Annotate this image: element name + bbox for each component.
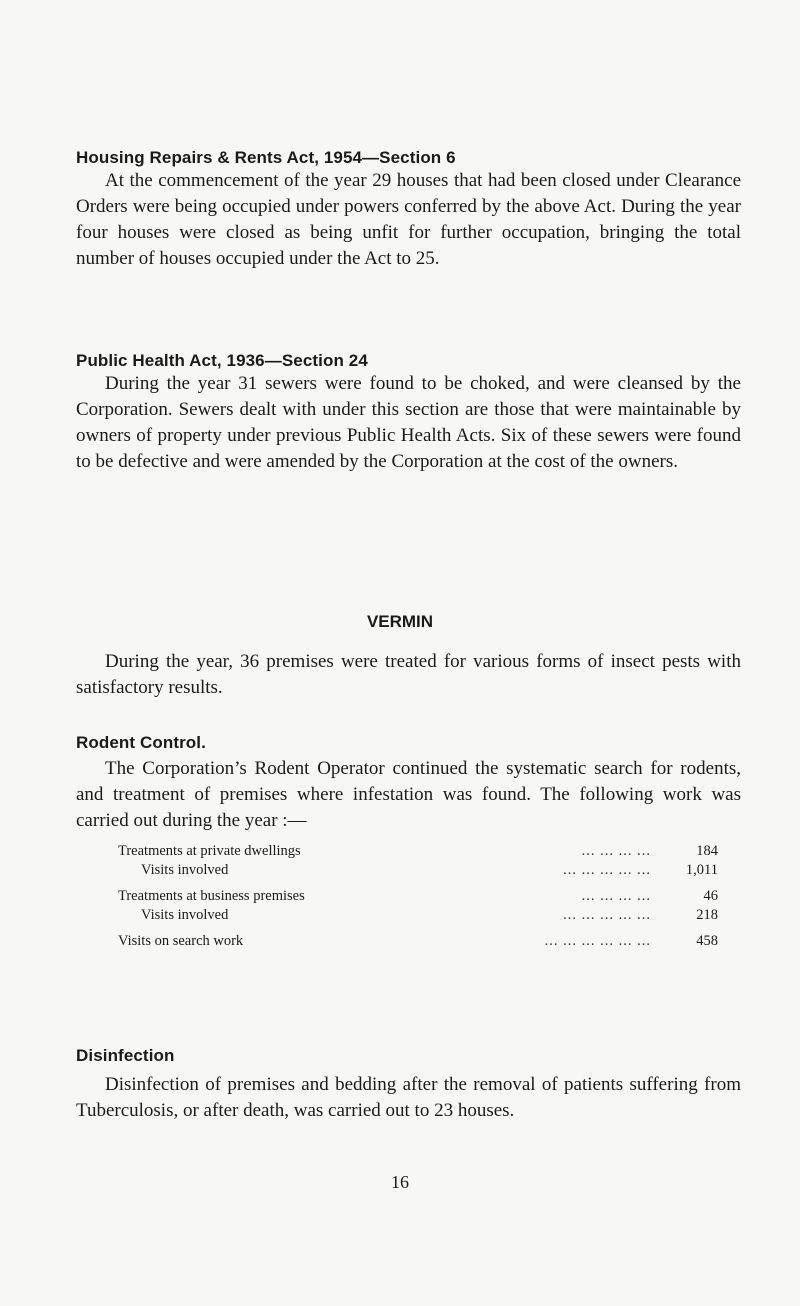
row-label: Treatments at private dwellings	[118, 843, 301, 859]
row-value: 184	[696, 843, 718, 859]
row-value: 46	[703, 888, 718, 904]
leader-dots: ... ... ... ...	[581, 888, 651, 904]
row-value: 1,011	[685, 862, 718, 878]
leader-dots: ... ... ... ...	[581, 843, 651, 859]
row-label: Visits involved	[141, 862, 229, 878]
leader-dots: ... ... ... ... ...	[563, 862, 651, 878]
vermin-heading: VERMIN	[366, 612, 434, 631]
public-health-heading: Public Health Act, 1936—Section 24	[76, 351, 368, 370]
row-value: 218	[696, 907, 718, 923]
rodent-paragraph: The Corporation’s Rodent Operator continued the systematic search for rodents, and treatment of premises where infestation was found. The following work was carried out during the year :—	[76, 758, 741, 831]
housing-paragraph: At the commencement of the year 29 houses that had been closed under Clearance Orders were being occupied under powers conferred by the above Act. During the year four houses were closed as being unfit for further occupation, bringing the total number of houses occupied under the Act to 25.	[76, 170, 741, 269]
rodent-table	[118, 842, 718, 951]
table-row	[118, 932, 718, 951]
table-row	[118, 906, 718, 925]
table-row	[118, 861, 718, 880]
leader-dots: ... ... ... ... ...	[563, 907, 651, 923]
public-health-paragraph: During the year 31 sewers were found to be choked, and were cleansed by the Corporation. Sewers dealt with under this section are those that were maintainable by owners of property under previous Public Health Acts. Six of these sewers were found to be defective and were amended by the Corporation at the cost of the owners.	[76, 373, 741, 472]
page-number: 16	[391, 1172, 409, 1192]
row-value: 458	[696, 933, 718, 949]
row-label: Visits on search work	[118, 933, 244, 949]
table-row	[118, 887, 718, 906]
disinfection-paragraph: Disinfection of premises and bedding after the removal of patients suffering from Tuberculosis, or after death, was carried out to 23 houses.	[76, 1074, 741, 1121]
table-row	[118, 842, 718, 861]
rodent-heading: Rodent Control.	[76, 733, 206, 752]
vermin-paragraph: During the year, 36 premises were treated for various forms of insect pests with satisfactory results.	[76, 651, 741, 698]
row-label: Visits involved	[141, 907, 229, 923]
housing-heading: Housing Repairs & Rents Act, 1954—Section 6	[76, 148, 456, 167]
disinfection-heading: Disinfection	[76, 1046, 175, 1065]
row-label: Treatments at business premises	[118, 888, 305, 904]
leader-dots: ... ... ... ... ... ...	[544, 933, 651, 949]
